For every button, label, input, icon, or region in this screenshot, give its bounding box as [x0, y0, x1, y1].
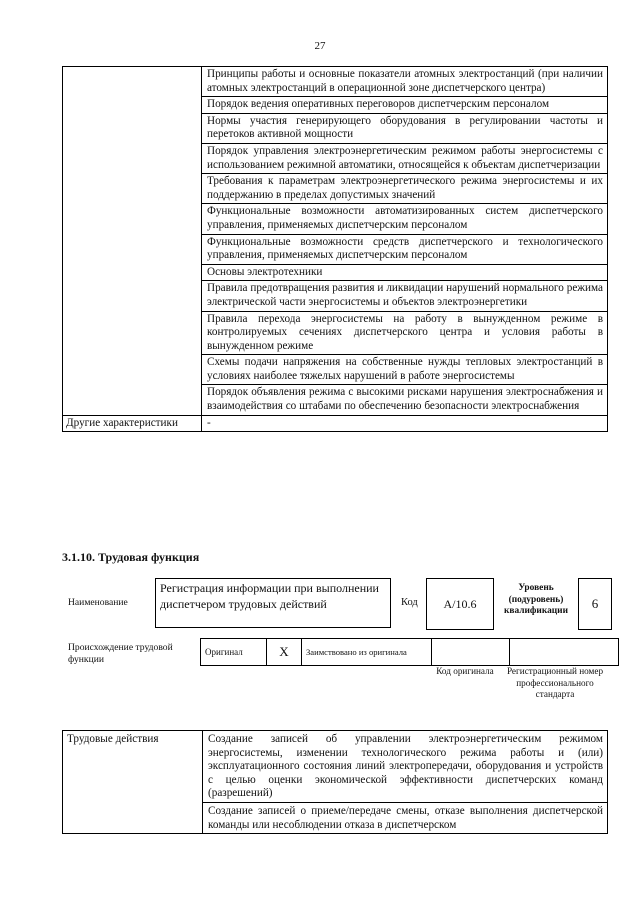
code-original-caption: Код оригинала — [436, 666, 494, 676]
knowledge-item: Схемы подачи напряжения на собственные нужды тепловых электростанций в условиях наиболее тяжелых нарушений в работе энергосистемы — [202, 355, 608, 385]
knowledge-row — [63, 67, 608, 97]
other-value: - — [202, 415, 608, 432]
actions-table — [62, 730, 608, 834]
knowledge-label-cell — [63, 67, 202, 416]
actions-label: Трудовые действия — [63, 731, 203, 834]
knowledge-item: Нормы участия генерирующего оборудования в регулировании частоты и перетоков активной мощности — [202, 113, 608, 143]
level-label: Уровень (подуровень) квалификации — [504, 583, 568, 616]
level-box: 6 — [578, 578, 612, 630]
knowledge-item: Требования к параметрам электроэнергетического режима энергосистемы и их поддержанию в пределах допустимых значений — [202, 174, 608, 204]
function-code-box: A/10.6 — [426, 578, 494, 630]
knowledge-item: Основы электротехники — [202, 264, 608, 281]
action-item: Создание записей о приеме/передаче смены, отказе выполнения диспетчерской команды или несоблюдении отказа в диспетчерском — [203, 802, 608, 833]
action-row — [63, 731, 608, 803]
reg-number-caption: Регистрационный номер профессионального стандарта — [506, 666, 604, 699]
page-number: 27 — [314, 40, 326, 52]
original-mark: X — [267, 639, 302, 666]
knowledge-item: Порядок управления электроэнергетическим режимом работы энергосистемы с использованием режимной автоматики, относящейся к объектам диспетчеризации — [202, 143, 608, 173]
borrowed-label: Заимствовано из оригинала — [302, 639, 432, 666]
other-row — [63, 415, 608, 432]
origin-table — [200, 638, 619, 666]
code-original-cell — [432, 639, 510, 666]
origin-label: Происхождение трудовой функции — [68, 642, 173, 665]
function-name-box: Регистрация информации при выполнении диспетчером трудовых действий — [155, 578, 391, 628]
knowledge-item: Правила предотвращения развития и ликвидации нарушений нормального режима электрической части энергосистемы и объектов электроэнергетики — [202, 281, 608, 311]
knowledge-item: Порядок ведения оперативных переговоров диспетчерским персоналом — [202, 97, 608, 114]
other-label: Другие характеристики — [63, 415, 202, 432]
knowledge-item: Функциональные возможности средств диспетчерского и технологического управления, применяемых диспетчерским персоналом — [202, 234, 608, 264]
knowledge-item: Порядок объявления режима с высокими рисками нарушения электроснабжения и взаимодействия со штабами по обеспечению безопасности электроснабжения — [202, 385, 608, 415]
knowledge-item: Правила перехода энергосистемы на работу в вынужденном режиме в контролируемых сечениях диспетчерского центра и условия работы в вынужденном режиме — [202, 311, 608, 355]
action-item: Создание записей об управлении электроэнергетическим режимом энергосистемы, изменении технологического режима работы и (или) эксплуатационного состояния линий электропередачи, оборудования и устройств с целью оценки экономической эффективности диспетчерских команд (разрешений) — [203, 731, 608, 803]
name-label: Наименование — [68, 597, 128, 608]
original-label: Оригинал — [201, 639, 267, 666]
knowledge-item: Принципы работы и основные показатели атомных электростанций (при наличии атомных электростанций в операционной зоне диспетчерского центра) — [202, 67, 608, 97]
knowledge-item: Функциональные возможности автоматизированных систем диспетчерского управления, применяемых диспетчерским персоналом — [202, 204, 608, 234]
section-title: 3.1.10. Трудовая функция — [62, 550, 200, 564]
code-label: Код — [401, 597, 418, 608]
reg-number-cell — [510, 639, 619, 666]
knowledge-table — [62, 66, 608, 432]
